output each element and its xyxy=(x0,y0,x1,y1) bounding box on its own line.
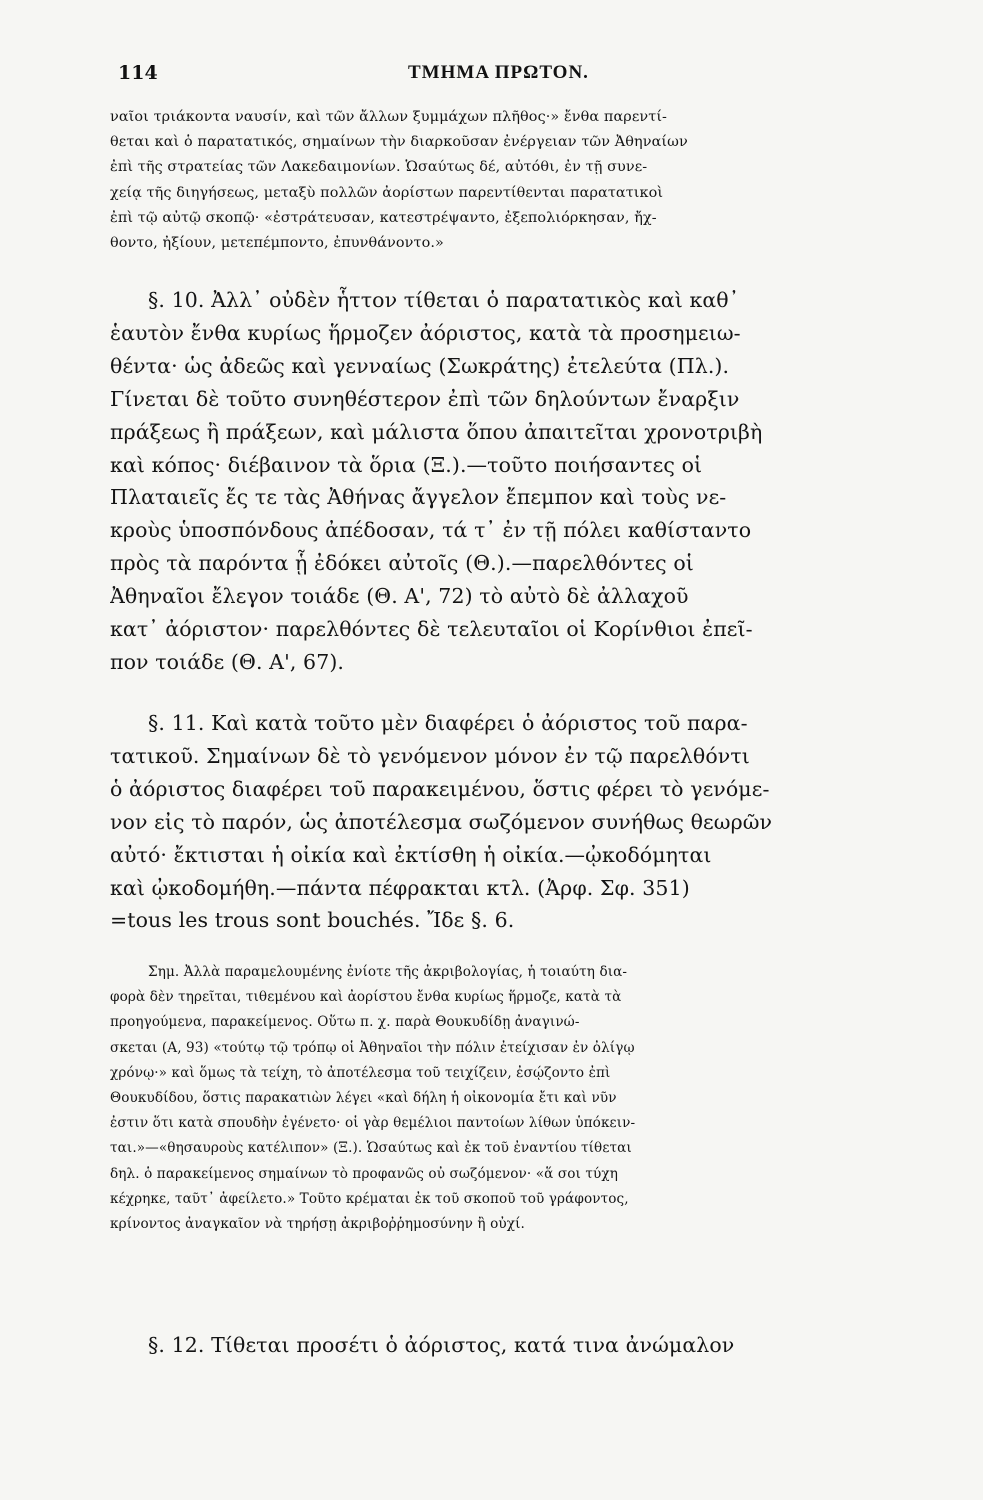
section-12 xyxy=(110,1329,880,1362)
section-11-line-7: =tous les trous sont bouchés. Ἴδε §. 6. xyxy=(110,908,515,933)
note-line-2: φορὰ δὲν τηρεῖται, τιθεμένου καὶ ἀορίστου ἔνθα κυρίως ἥρμοζε, κατὰ τὰ xyxy=(110,989,622,1006)
section-10-line-9: πρὸς τὰ παρόντα ᾗ ἐδόκει αὐτοῖς (Θ.).—παρελθόντες οἱ xyxy=(110,551,694,576)
note-line-1: Σημ. Ἀλλὰ παραμελουμένης ἐνίοτε τῆς ἀκριβολογίας, ἡ τοιαύτη δια- xyxy=(148,964,628,980)
note-line-5: χρόνῳ·» καὶ ὅμως τὰ τείχη, τὸ ἀποτέλεσμα τοῦ τειχίζειν, ἐσῴζοντο ἐπὶ xyxy=(110,1064,611,1081)
section-11 xyxy=(110,707,880,937)
section-10-line-11: κατ᾽ ἀόριστον· παρελθόντες δὲ τελευταῖοι οἱ Κορίνθιοι ἐπεῖ- xyxy=(110,617,753,642)
section-11-line-5: αὐτό· ἔκτισται ἡ οἰκία καὶ ἐκτίσθη ἡ οἰκία.—ᾠκοδόμηται xyxy=(110,842,712,867)
note-line-10: κέχρηκε, ταῦτ᾽ ἀφείλετο.» Τοῦτο κρέμαται ἐκ τοῦ σκοποῦ τοῦ γράφοντος, xyxy=(110,1190,629,1207)
section-10-line-6: καὶ κόπος· διέβαινον τὰ ὅρια (Ξ.).—τοῦτο ποιήσαντες οἱ xyxy=(110,452,703,477)
running-head: ΤΜΗΜΑ ΠΡΩΤΟΝ. xyxy=(408,62,589,83)
section-11-line-6: καὶ ᾠκοδομήθη.—πάντα πέφρακται κτλ. (Ἀρφ. Σφ. 351) xyxy=(110,875,690,900)
section-11-line-2: τατικοῦ. Σημαίνων δὲ τὸ γενόμενον μόνον ἐν τῷ παρελθόντι xyxy=(110,743,750,768)
section-11-line-3: ὁ ἀόριστος διαφέρει τοῦ παρακειμένου, ὅστις φέρει τὸ γενόμε- xyxy=(110,776,770,801)
page-number: 114 xyxy=(118,62,158,84)
section-10-line-3: θέντα· ὡς ἀδεῶς καὶ γενναίως (Σωκράτης) ἐτελεύτα (Πλ.). xyxy=(110,353,730,378)
section-10-line-1: §. 10. Ἀλλ᾽ οὐδὲν ἧττον τίθεται ὁ παρατατικὸς καὶ καθ᾽ xyxy=(148,288,740,312)
section-10-line-8: κροὺς ὑποσπόνδους ἀπέδοσαν, τά τ᾽ ἐν τῇ πόλει καθίσταντο xyxy=(110,518,752,543)
section-10-line-7: Πλαταιεῖς ἔς τε τὰς Ἀθήνας ἄγγελον ἔπεμπον καὶ τοὺς νε- xyxy=(110,485,727,510)
section-10-line-4: Γίνεται δὲ τοῦτο συνηθέστερον ἐπὶ τῶν δηλούντων ἔναρξιν xyxy=(110,386,740,411)
top-line-5: ἐπὶ τῷ αὐτῷ σκοπῷ· «ἐστράτευσαν, κατεστρέψαντο, ἐξεπολιόρκησαν, ἤχ- xyxy=(110,209,657,226)
note-line-9: δηλ. ὁ παρακείμενος σημαίνων τὸ προφανῶς οὐ σωζόμενον· «ἅ σοι τύχη xyxy=(110,1165,618,1182)
note-line-4: σκεται (Α, 93) «τούτῳ τῷ τρόπῳ οἱ Ἀθηναῖοι τὴν πόλιν ἐτείχισαν ἐν ὀλίγῳ xyxy=(110,1039,635,1056)
note-line-8: ται.»—«θησαυροὺς κατέλιπον» (Ξ.). Ὡσαύτως καὶ ἐκ τοῦ ἐναντίου τίθεται xyxy=(110,1140,632,1157)
top-line-3: ἐπὶ τῆς στρατείας τῶν Λακεδαιμονίων. Ὡσαύτως δέ, αὐτόθι, ἐν τῇ συνε- xyxy=(110,159,648,176)
top-line-6: θοντο, ἠξίουν, μετεπέμποντο, ἐπυνθάνοντο.» xyxy=(110,235,444,252)
section-11-line-1: §. 11. Καὶ κατὰ τοῦτο μὲν διαφέρει ὁ ἀόριστος τοῦ παρα- xyxy=(148,711,748,735)
section-10 xyxy=(110,284,880,679)
section-11-line-4: νον εἰς τὸ παρόν, ὡς ἀποτέλεσμα σωζόμενον συνήθως θεωρῶν xyxy=(110,809,773,834)
top-paragraph xyxy=(110,105,880,256)
top-line-2: θεται καὶ ὁ παρατατικός, σημαίνων τὴν διαρκοῦσαν ἐνέργειαν τῶν Ἀθηναίων xyxy=(110,134,688,151)
note-line-3: προηγούμενα, παρακείμενος. Οὕτω π. χ. παρὰ Θουκυδίδῃ ἀναγινώ- xyxy=(110,1014,580,1031)
page-header xyxy=(118,62,878,92)
section-10-line-5: πράξεως ἢ πράξεων, καὶ μάλιστα ὅπου ἀπαιτεῖται χρονοτριβὴ xyxy=(110,419,763,444)
section-12-line-1: §. 12. Τίθεται προσέτι ὁ ἀόριστος, κατά τινα ἀνώμαλον xyxy=(148,1333,735,1357)
top-line-1: ναῖοι τριάκοντα ναυσίν, καὶ τῶν ἄλλων ξυμμάχων πλῆθος·» ἔνθα παρεντί- xyxy=(110,109,668,125)
note-line-7: ἐστιν ὅτι κατὰ σπουδὴν ἐγένετο· οἱ γὰρ θεμέλιοι παντοίων λίθων ὑπόκειν- xyxy=(110,1115,636,1132)
top-line-4: χείᾳ τῆς διηγήσεως, μεταξὺ πολλῶν ἀορίστων παρεντίθενται παρατατικοὶ xyxy=(110,184,664,201)
section-10-line-10: Ἀθηναῖοι ἔλεγον τοιάδε (Θ. Α', 72) τὸ αὐτὸ δὲ ἀλλαχοῦ xyxy=(110,584,689,609)
note-line-6: Θουκυδίδου, ὅστις παρακατιὼν λέγει «καὶ δήλη ἡ οἰκονομία ἔτι καὶ νῦν xyxy=(110,1090,617,1107)
section-10-line-12: πον τοιάδε (Θ. Α', 67). xyxy=(110,649,345,674)
note-paragraph xyxy=(110,960,880,1237)
section-10-line-2: ἑαυτὸν ἔνθα κυρίως ἥρμοζεν ἀόριστος, κατὰ τὰ προσημειω- xyxy=(110,320,741,345)
note-line-11: κρίνοντος ἀναγκαῖον νὰ τηρήσῃ ἀκριβοῤῥημοσύνην ἢ οὐχί. xyxy=(110,1216,525,1233)
